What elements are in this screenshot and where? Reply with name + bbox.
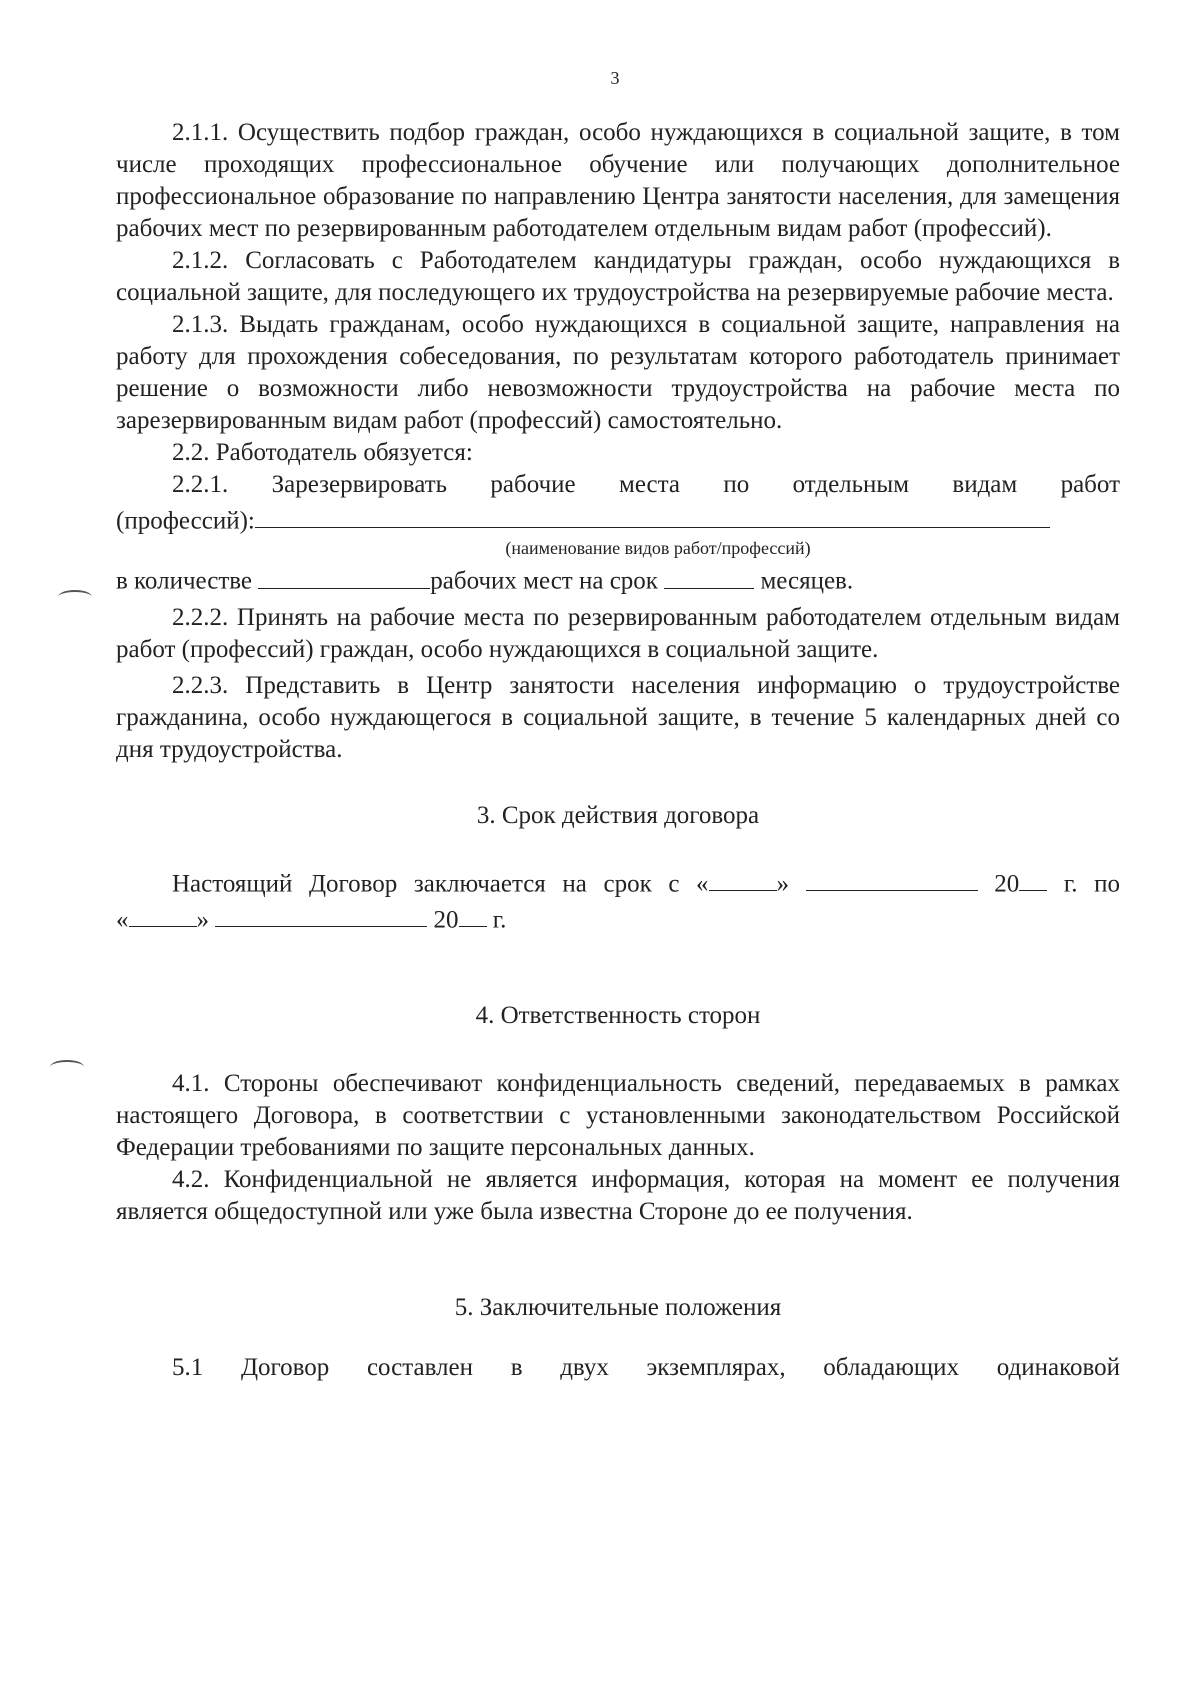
term-start: Настоящий Договор заключается на срок с « [172,869,709,897]
term-year-blank-2 [459,900,487,927]
term-line-2 [116,900,1120,936]
punch-mark-bottom [50,1060,84,1074]
page-number: 3 [610,68,620,88]
clause-2-2: 2.2. Работодатель обязуется: [172,439,473,466]
quantity-prefix: в количестве [116,567,253,595]
clause-2-2-2: 2.2.2. Принять на рабочие места по резервированным работодателем отдельным видам работ (профессий) граждан, особо нуждающихся в социальной защите. [116,603,1120,663]
quantity-blank [258,561,430,588]
term-quote-open-2: « [116,906,129,933]
term-quote-close-2: » [196,906,209,933]
clause-4-1: 4.1. Стороны обеспечивают конфиденциальность сведений, передаваемых в рамках настоящего Договора, в соответствии с установленными законодательством Российской Федерации требованиями по защите персональных данных. [116,1070,1120,1161]
clause-2-2-3: 2.2.3. Представить в Центр занятости населения информацию о трудоустройстве гражданина, особо нуждающегося в социальной защите, в течение 5 календарных дней со дня трудоустройства. [116,671,1120,763]
professions-blank [255,501,1050,528]
term-month-blank-1 [806,864,978,891]
clause-2-2-1: 2.2.1. Зарезервировать рабочие места по отдельным видам работ [172,471,1120,498]
clause-2-1-2: 2.1.2. Согласовать с Работодателем кандидатуры граждан, особо нуждающихся в социальной защите, для последующего их трудоустройства на резервируемые рабочие места. [116,247,1120,306]
professions-caption: (наименование видов работ/профессий) [505,538,811,559]
term-day-blank-1 [709,864,777,891]
term-line-1 [116,864,1120,900]
term-month-blank-2 [215,900,427,927]
professions-label: (профессий): [116,507,255,535]
document-body [116,117,1120,1384]
punch-mark-top [58,590,92,604]
clause-2-1-1: 2.1.1. Осуществить подбор граждан, особо нуждающихся в социальной защите, в том числе проходящих профессиональное обучение или получающих дополнительное профессиональное образование по направлению Центра занятости населения, для замещения рабочих мест по резервированным работодателем отдельным видам работ (профессий). [116,119,1120,242]
quantity-middle: рабочих мест на срок [430,567,658,595]
term-year-2: 20 [433,906,459,933]
section-5-heading: 5. Заключительные положения [454,1294,782,1321]
months-blank [664,561,754,588]
term-day-blank-2 [129,900,197,927]
term-year-1: 20 [994,869,1020,897]
section-3-heading: 3. Срок действия договора [476,801,760,829]
term-year-2-suffix: г. [492,906,507,933]
term-year-blank-1 [1019,864,1047,891]
quantity-line [116,561,1120,597]
term-quote-close-1: » [776,869,790,897]
section-4-heading: 4. Ответственность сторон [475,1002,761,1029]
clause-5-1: 5.1 Договор составлен в двух экземплярах, обладающих одинаковой [172,1354,1120,1381]
term-year-1-suffix: г. по [1063,869,1121,897]
professions-line [116,501,1120,537]
quantity-suffix: месяцев. [760,567,854,595]
clause-4-2: 4.2. Конфиденциальной не является информация, которая на момент ее получения является общедоступной или уже была известна Стороне до ее получения. [116,1166,1120,1225]
clause-2-1-3: 2.1.3. Выдать гражданам, особо нуждающихся в социальной защите, направления на работу для прохождения собеседования, по результатам которого работодатель принимает решение о возможности либо невозможности трудоустройства на рабочие места по зарезервированным видам работ (профессий) самостоятельно. [116,311,1120,434]
